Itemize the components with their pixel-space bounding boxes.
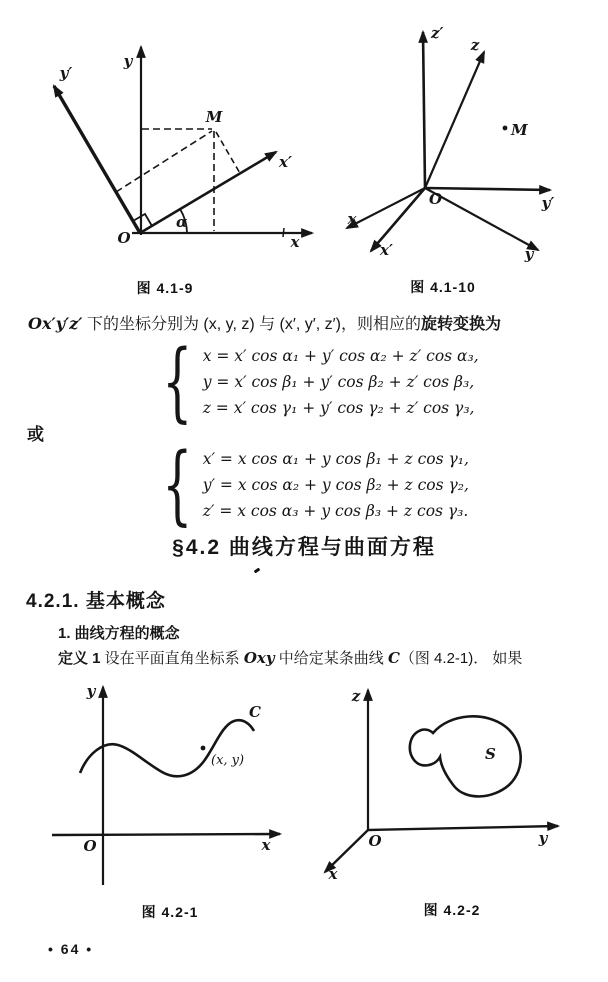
label-x: x bbox=[261, 836, 271, 854]
surface-s-outline bbox=[410, 716, 521, 796]
figure-4-1-9 bbox=[28, 28, 323, 276]
y-axis bbox=[368, 826, 558, 830]
left-brace: { bbox=[162, 332, 193, 432]
point-m-dot bbox=[503, 126, 508, 131]
label-x: x bbox=[328, 865, 338, 883]
label-z: z bbox=[351, 687, 361, 705]
label-origin: O bbox=[368, 832, 382, 850]
intro-frame-symbol: Ox′y′z′ bbox=[28, 314, 83, 333]
x-axis bbox=[347, 188, 425, 228]
ink-speck bbox=[254, 568, 261, 574]
y-prime-axis bbox=[54, 86, 140, 233]
page-number: • 64 • bbox=[48, 941, 94, 957]
left-brace: { bbox=[162, 435, 193, 535]
definition-label: 定义 1 bbox=[58, 650, 101, 667]
label-alpha: α bbox=[176, 213, 188, 231]
equation-line: y = x′ cos β₁ + y′ cos β₂ + z′ cos β₃, bbox=[202, 373, 475, 391]
definition-frame-symbol: Oxy bbox=[243, 649, 275, 667]
list-item-heading: 1. 曲线方程的概念 bbox=[58, 625, 180, 642]
label-z-prime: z′ bbox=[431, 24, 444, 42]
x-axis-tick bbox=[283, 228, 284, 237]
equation-line: z′ = x cos α₃ + y cos β₃ + z cos γ₃. bbox=[202, 502, 469, 520]
definition-line bbox=[58, 647, 522, 668]
label-y: y bbox=[524, 245, 534, 263]
dashed-diagonal bbox=[116, 131, 212, 192]
z-prime-axis bbox=[423, 32, 425, 188]
x-prime-axis bbox=[140, 152, 276, 233]
definition-text-3: （图 4.2-1)． 如果 bbox=[399, 650, 523, 667]
figure-caption-4-1-10: 图 4.1-10 bbox=[410, 279, 476, 295]
x-axis bbox=[52, 834, 280, 835]
equation-line: z = x′ cos γ₁ + y′ cos γ₂ + z′ cos γ₃, bbox=[202, 399, 475, 417]
figure-caption-4-1-9: 图 4.1-9 bbox=[136, 280, 194, 296]
label-surface-s: S bbox=[485, 745, 496, 763]
intro-sentence bbox=[28, 312, 501, 337]
label-origin: O bbox=[83, 837, 97, 855]
label-z: z bbox=[470, 36, 480, 54]
definition-text-2: 中给定某条曲线 bbox=[274, 650, 388, 667]
label-point-m: M bbox=[205, 108, 223, 126]
equation-line: x = x′ cos α₁ + y′ cos α₂ + z′ cos α₃, bbox=[202, 347, 479, 365]
figure-caption-4-2-2: 图 4.2-2 bbox=[423, 902, 481, 918]
point-xy-dot bbox=[201, 746, 206, 751]
label-x-prime: x′ bbox=[279, 153, 292, 171]
figure-4-2-1 bbox=[28, 673, 308, 898]
subsection-heading: 4.2.1. 基本概念 bbox=[26, 591, 166, 612]
figure-4-2-2 bbox=[308, 673, 588, 898]
equation-system-1 bbox=[150, 332, 479, 432]
label-origin: O bbox=[117, 229, 131, 247]
equation-line: y′ = x cos α₂ + y cos β₂ + z cos γ₂, bbox=[202, 476, 469, 494]
section-heading: §4.2 曲线方程与曲面方程 bbox=[172, 536, 436, 559]
dashed-perpendicular bbox=[216, 132, 241, 175]
label-y-prime: y′ bbox=[59, 64, 73, 82]
label-point-m: M bbox=[511, 121, 528, 139]
intro-text: 下的坐标分别为 (x, y, z) 与 (x′, y′, z′)，则相应的 bbox=[82, 316, 421, 333]
label-curve-c: C bbox=[249, 703, 261, 721]
definition-curve-symbol: C bbox=[387, 649, 400, 667]
label-y: y bbox=[86, 682, 96, 700]
label-y: y bbox=[538, 829, 548, 847]
equation-system-2 bbox=[150, 435, 469, 535]
label-y: y bbox=[123, 52, 133, 70]
label-x-prime: x′ bbox=[380, 241, 393, 259]
figure-caption-4-2-1: 图 4.2-1 bbox=[141, 904, 199, 920]
y-prime-axis bbox=[425, 188, 550, 190]
label-origin: O bbox=[429, 190, 443, 208]
label-y-prime: y′ bbox=[541, 194, 555, 212]
or-connector: 或 bbox=[27, 425, 44, 444]
intro-bold-term: 旋转变换为 bbox=[421, 316, 502, 333]
equation-line: x′ = x cos α₁ + y cos β₁ + z cos γ₁, bbox=[202, 450, 469, 468]
definition-text-1: 设在平面直角坐标系 bbox=[100, 650, 244, 667]
label-point-xy: (x, y) bbox=[211, 753, 245, 768]
label-x: x bbox=[290, 233, 300, 251]
figure-4-1-10 bbox=[305, 8, 600, 270]
z-axis bbox=[425, 52, 484, 188]
label-x: x bbox=[347, 210, 357, 228]
